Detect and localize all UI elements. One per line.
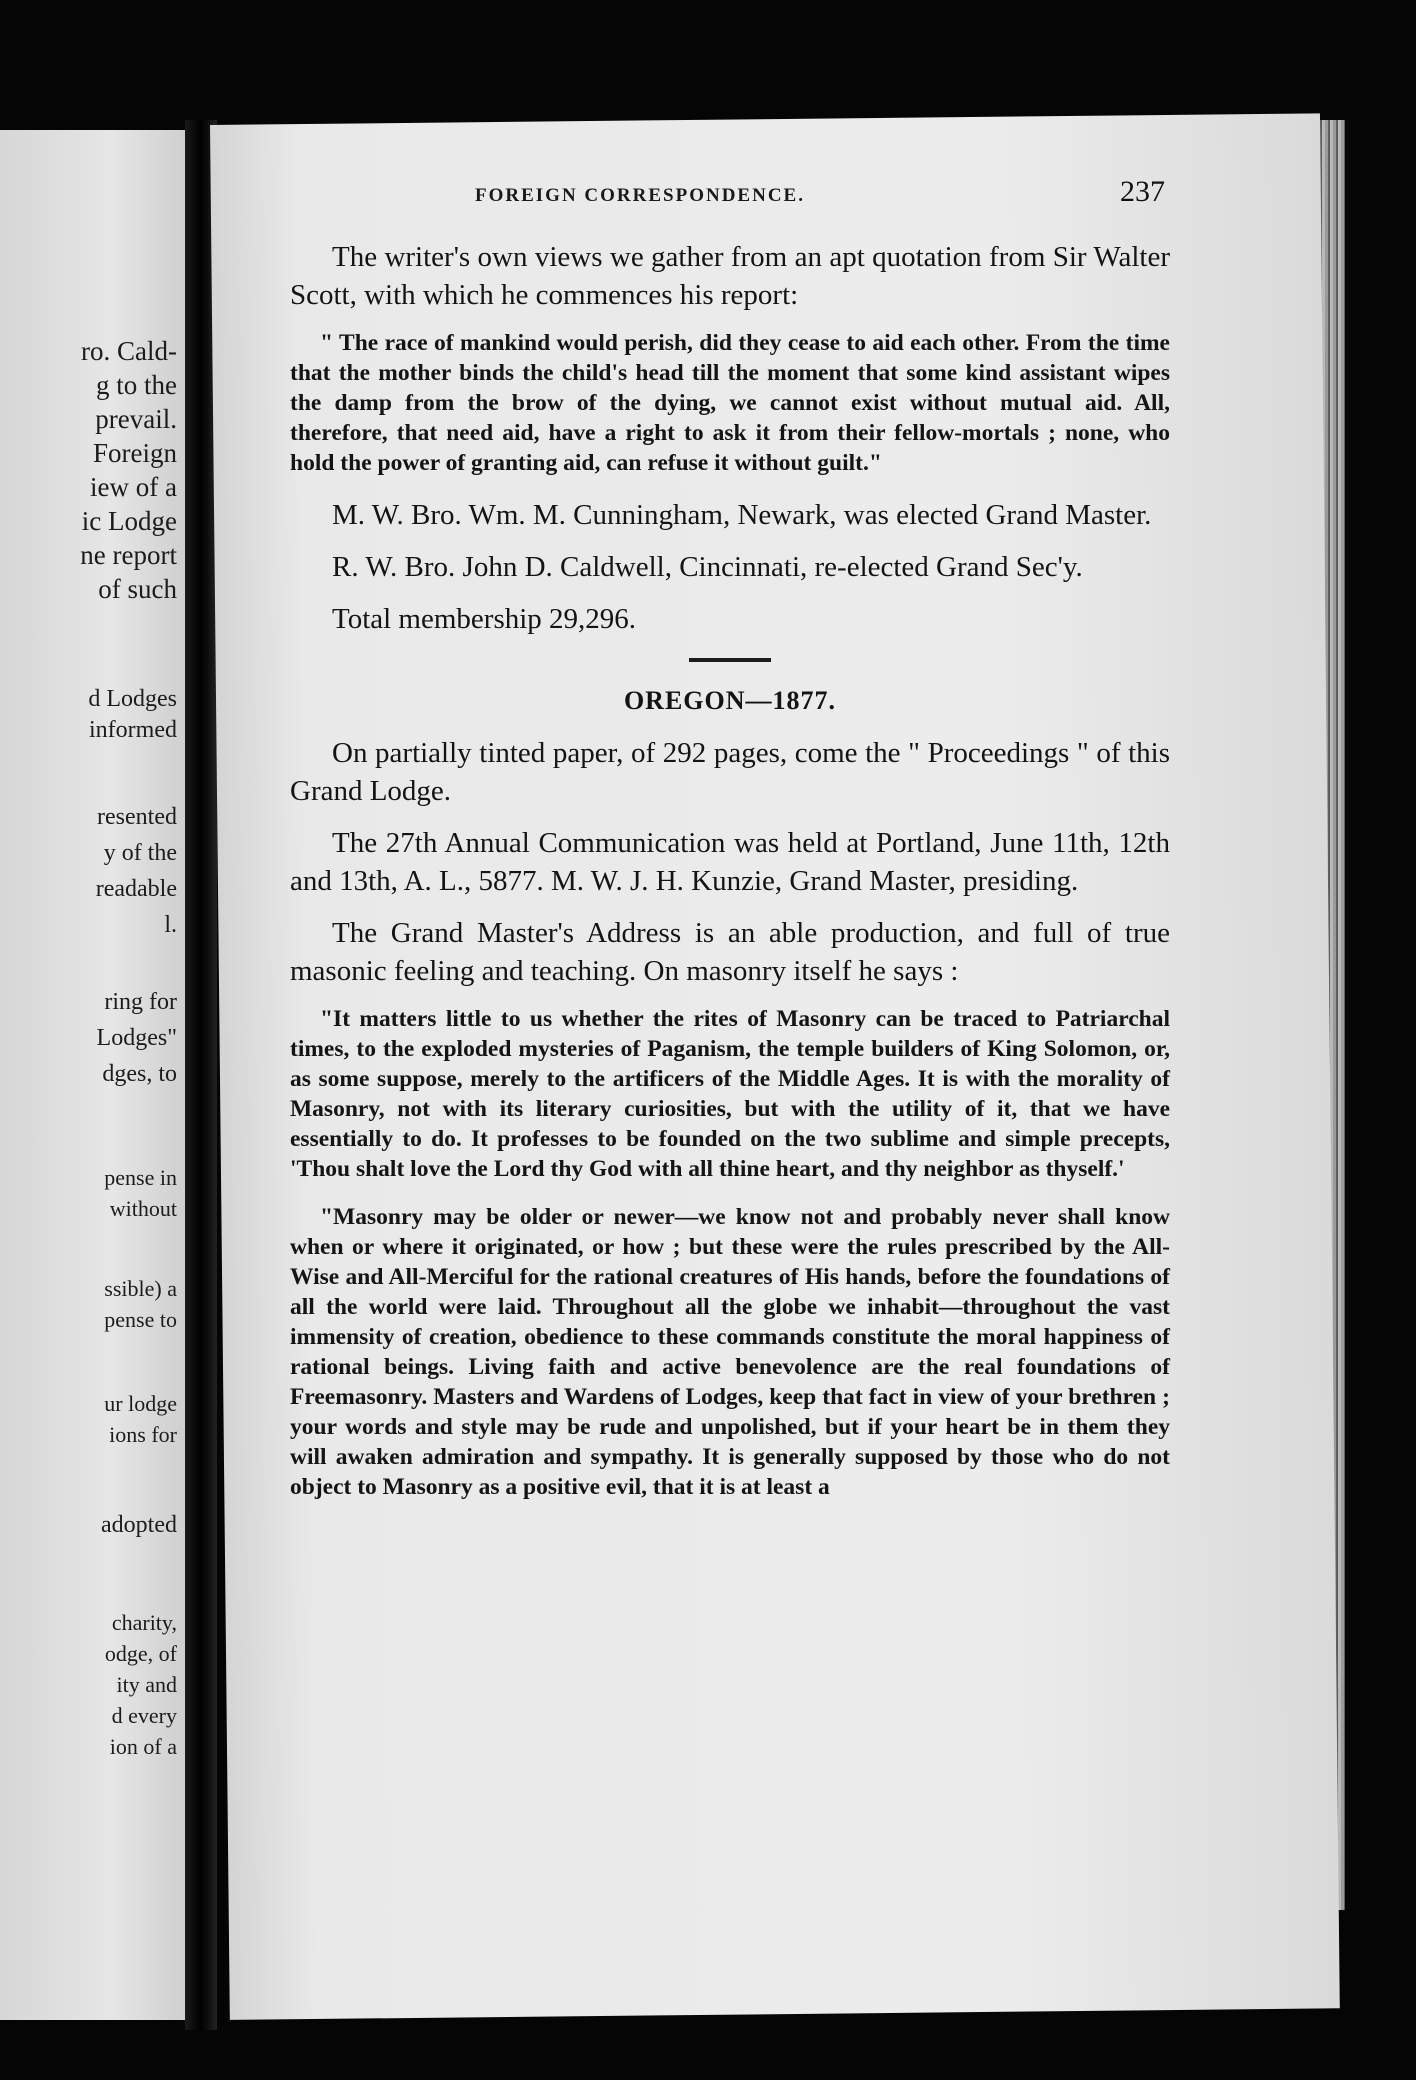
left-text-line: Lodges": [96, 1025, 177, 1051]
left-text-line: ur lodge: [104, 1391, 177, 1416]
left-text-line: iew of a: [90, 472, 177, 502]
left-text-line: d every: [111, 1703, 177, 1728]
total-membership: Total membership 29,296.: [332, 603, 637, 635]
grand-master-election: M. W. Bro. Wm. M. Cunningham, Newark, was elected Grand Master.: [332, 499, 1152, 531]
left-text-line: g to the: [96, 370, 177, 400]
left-text-line: l.: [164, 912, 177, 938]
left-text-line: pense to: [104, 1307, 177, 1332]
left-text-line: without: [109, 1196, 177, 1221]
left-text-line: odge, of: [104, 1641, 177, 1666]
page-body: [290, 238, 1170, 1520]
left-text-line: Foreign: [93, 438, 177, 468]
proceedings-paragraph: On partially tinted paper, of 292 pages, come the " Proceedings " of this Grand Lodge.: [290, 737, 1170, 807]
left-text-line: ions for: [109, 1422, 177, 1447]
left-text-line: ic Lodge: [81, 506, 177, 536]
left-text-line: ion of a: [109, 1734, 177, 1759]
intro-paragraph: The writer's own views we gather from an apt quotation from Sir Walter Scott, with which he commences his report:: [290, 241, 1170, 311]
left-text-line: of such: [98, 574, 177, 604]
grand-secretary-election: R. W. Bro. John D. Caldwell, Cincinnati, re-elected Grand Sec'y.: [332, 551, 1083, 583]
running-head: FOREIGN CORRESPONDENCE.: [475, 185, 805, 206]
left-text-line: ssible) a: [104, 1276, 177, 1301]
left-text-line: ne report: [80, 540, 177, 570]
left-text-line: d Lodges: [88, 686, 177, 712]
masonry-quotation-2: "Masonry may be older or newer—we know not and probably never shall know when or where it originated, or how ; but these were the rules prescribed by the All-Wise and All-Merciful for the rational creatures of His hands, before the foundations of all the world were laid. Throughout all the globe we inhabit—throughout the vast immensity of creation, obedience to these commands constitute the moral happiness of rational beings. Living faith and active benevolence are the real foundations of Freemasonry. Masters and Wardens of Lodges, keep that fact in view of your brethren ; your words and style may be rude and unpolished, but if your heart be in them they will awaken admiration and sympathy. It is generally supposed by those who do not object to Masonry as a positive evil, that it is at least a: [290, 1204, 1170, 1500]
communication-paragraph: The 27th Annual Communication was held at Portland, June 11th, 12th and 13th, A. L., 5877. M. W. J. H. Kunzie, Grand Master, presiding.: [290, 827, 1170, 897]
section-heading-oregon: OREGON—1877.: [623, 686, 837, 715]
scott-quotation: " The race of mankind would perish, did they cease to aid each other. From the time that the mother binds the child's head till the moment that some kind assistant wipes the damp from the brow of the dying, we cannot exist without mutual aid. All, therefore, that need aid, have a right to ask it from their fellow-mortals ; none, who hold the power of granting aid, can refuse it without guilt.": [290, 330, 1170, 476]
left-text-line: readable: [95, 876, 177, 902]
left-text-line: informed: [89, 717, 177, 743]
left-text-line: pense in: [104, 1165, 177, 1190]
address-paragraph: The Grand Master's Address is an able production, and full of true masonic feeling and teaching. On masonry itself he says :: [290, 917, 1170, 987]
page-number: 237: [1120, 175, 1165, 208]
section-divider: [689, 658, 771, 662]
left-text-line: adopted: [101, 1512, 177, 1538]
left-text-line: y of the: [103, 840, 177, 866]
left-facing-page: [0, 130, 185, 2020]
left-text-line: resented: [97, 804, 177, 830]
left-text-line: charity,: [111, 1610, 177, 1635]
left-text-line: prevail.: [95, 404, 177, 434]
left-text-line: ring for: [104, 989, 177, 1015]
left-text-line: ro. Cald-: [81, 336, 177, 366]
left-text-line: dges, to: [102, 1061, 177, 1087]
left-text-line: ity and: [116, 1672, 177, 1697]
masonry-quotation-1: "It matters little to us whether the rites of Masonry can be traced to Patriarchal times, to the exploded mysteries of Paganism, the temple builders of King Solomon, or, as some suppose, merely to the artificers of the Middle Ages. It is with the morality of Masonry, not with its literary curiosities, but with the utility of it, that we have essentially to do. It professes to be founded on the two sublime and simple precepts, 'Thou shalt love the Lord thy God with all thine heart, and thy neighbor as thyself.': [290, 1006, 1170, 1182]
